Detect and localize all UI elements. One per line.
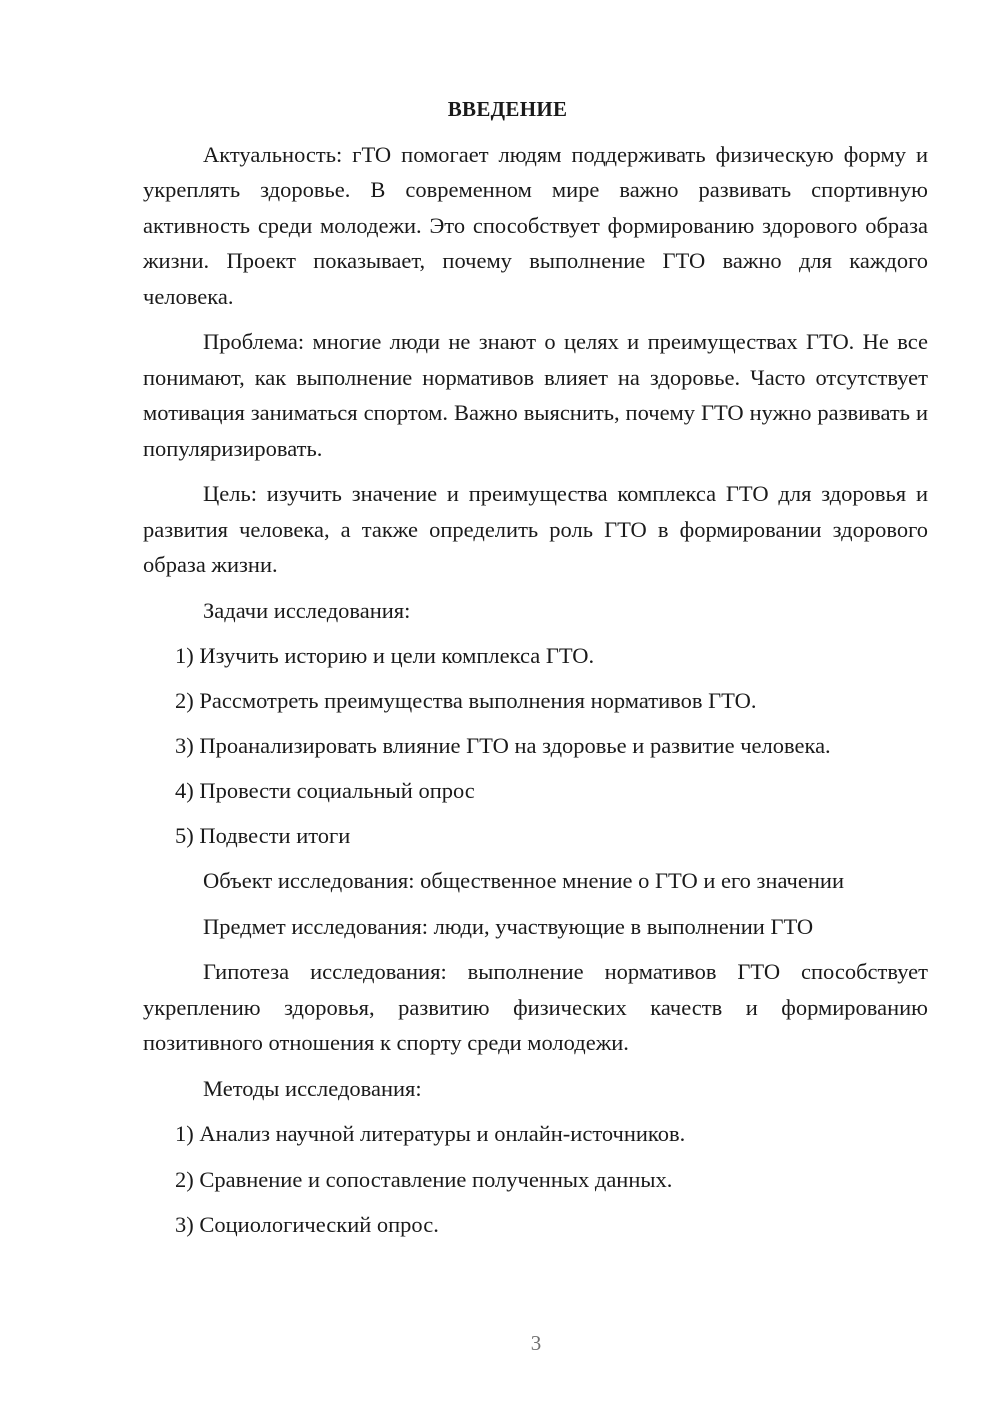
methods-heading: Методы исследования: <box>203 1075 422 1101</box>
list-item: 4) Провести социальный опрос <box>175 778 475 804</box>
tasks-heading: Задачи исследования: <box>203 597 411 623</box>
list-item: 3) Проанализировать влияние ГТО на здоровье и развитие человека. <box>175 733 831 759</box>
goal-paragraph: Цель: изучить значение и преимущества комплекса ГТО для здоровья и развития человека, а также определить роль ГТО в формировании здорового образа жизни. <box>143 481 928 577</box>
problem-paragraph: Проблема: многие люди не знают о целях и преимуществах ГТО. Не все понимают, как выполнение нормативов влияет на здоровье. Часто отсутствует мотивация заниматься спортом. Важно выяснить, почему ГТО нужно развивать и популяризировать. <box>143 329 928 461</box>
list-item: 2) Сравнение и сопоставление полученных данных. <box>175 1166 673 1192</box>
object-line: Объект исследования: общественное мнение о ГТО и его значении <box>203 868 844 894</box>
list-item: 1) Изучить историю и цели комплекса ГТО. <box>175 643 595 668</box>
list-item: 2) Рассмотреть преимущества выполнения нормативов ГТО. <box>175 688 757 714</box>
subject-line: Предмет исследования: люди, участвующие в выполнении ГТО <box>203 913 814 939</box>
page-number: 3 <box>530 1331 542 1355</box>
list-item: 5) Подвести итоги <box>175 823 351 849</box>
relevance-paragraph: Актуальность: гТО помогает людям поддерживать физическую форму и укреплять здоровье. В современном мире важно развивать спортивную активность среди молодежи. Это способствует формированию здорового образа жизни. Проект показывает, почему выполнение ГТО важно для каждого человека. <box>143 141 928 309</box>
list-item: 1) Анализ научной литературы и онлайн-источников. <box>175 1121 686 1147</box>
section-title: ВВЕДЕНИЕ <box>447 97 568 121</box>
methods-list <box>143 1116 928 1242</box>
document-page <box>143 92 928 1252</box>
tasks-list <box>143 638 928 854</box>
hypothesis-paragraph: Гипотеза исследования: выполнение нормативов ГТО способствует укреплению здоровья, развитию физических качеств и формированию позитивного отношения к спорту среди молодежи. <box>143 959 928 1056</box>
list-item: 3) Социологический опрос. <box>175 1211 439 1237</box>
